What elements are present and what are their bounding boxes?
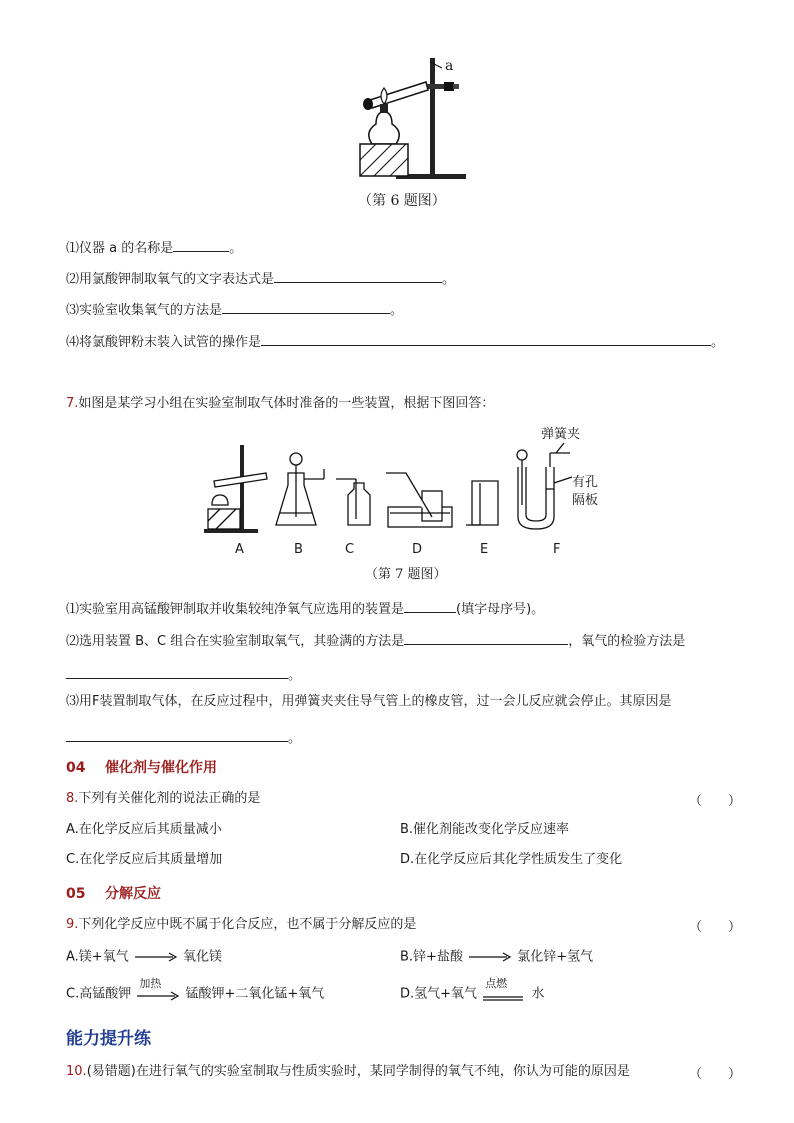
- q6-sub3: [66, 299, 403, 320]
- q9-option-b-reactants: B.锌+盐酸: [400, 949, 463, 965]
- q7-sub2-cont: [66, 664, 301, 685]
- fig7-label-plate-1: 有孔: [572, 475, 599, 490]
- section-05-heading: [66, 883, 161, 903]
- q9-option-a-products: 氧化镁: [182, 949, 222, 965]
- q9-option-b[interactable]: [400, 948, 593, 967]
- q9-option-a[interactable]: [66, 948, 222, 967]
- q8-stem-text: 下列有关催化剂的说法正确的是: [78, 791, 261, 806]
- q7-sub3-cont: [66, 727, 301, 748]
- q6-sub4-text: ⑷将氯酸钾粉末装入试管的操作是: [66, 335, 262, 350]
- q7-sub3: [66, 693, 671, 711]
- section-05-number: 05: [66, 886, 86, 902]
- q9-answer-bracket[interactable]: （ ）: [689, 920, 742, 935]
- q6-sub4-blank[interactable]: [261, 331, 711, 346]
- ability-heading: 能力提升练: [66, 1029, 151, 1049]
- q9-option-d-reactants: D.氢气+氧气: [400, 986, 478, 1002]
- fig7-caption: （第 7 题图）: [365, 567, 447, 582]
- q7-number: 7.: [66, 396, 79, 411]
- q6-sub2-end: 。: [442, 272, 456, 287]
- q8-stem: [66, 790, 260, 808]
- q6-sub2-blank[interactable]: [274, 268, 442, 283]
- q8-option-a[interactable]: A.在化学反应后其质量减小: [66, 822, 222, 837]
- q6-sub1-blank[interactable]: [173, 237, 229, 252]
- q7-sub1-blank[interactable]: [404, 598, 456, 613]
- q9-option-c-condition: 加热: [139, 977, 162, 990]
- q9-option-d-products: 水: [531, 986, 545, 1002]
- q6-sub1: [66, 237, 242, 258]
- q9-option-a-reactants: A.镁+氧气: [66, 949, 129, 965]
- q7-sub1-text: ⑴实验室用高锰酸钾制取并收集较纯净氧气应选用的装置是: [66, 602, 405, 617]
- q7-sub1: [66, 598, 544, 619]
- q6-sub2: [66, 268, 455, 289]
- q7-sub2-text: ⑵选用装置 B、C 组合在实验室制取氧气，其验满的方法是: [66, 634, 405, 649]
- q9-option-c-reactants: C.高锰酸钾: [66, 986, 132, 1002]
- q6-sub3-text: ⑶实验室收集氧气的方法是: [66, 303, 223, 318]
- q7-sub2-blank-1[interactable]: [404, 630, 568, 645]
- fig7-label-B: B: [294, 542, 303, 557]
- fig6-label-a: a: [445, 58, 454, 74]
- q6-sub2-text: ⑵用氯酸钾制取氧气的文字表达式是: [66, 272, 275, 287]
- q9-option-a-arrow: [133, 948, 179, 966]
- q8-option-c[interactable]: C.在化学反应后其质量增加: [66, 852, 223, 867]
- fig7-label-F: F: [553, 542, 561, 557]
- figure-6-apparatus: [352, 52, 472, 182]
- q9-stem-text: 下列化学反应中既不属于化合反应，也不属于分解反应的是: [78, 917, 417, 932]
- q10-answer-bracket[interactable]: （ ）: [689, 1067, 742, 1082]
- q7-sub2: [66, 630, 685, 651]
- fig7-label-A: A: [235, 542, 244, 557]
- q7-sub2-blank-2[interactable]: [66, 664, 288, 679]
- q9-option-b-products: 氯化锌+氢气: [517, 949, 594, 965]
- q6-sub4: [66, 331, 724, 352]
- q9-option-c[interactable]: [66, 977, 325, 1004]
- q6-sub1-text: ⑴仪器 a 的名称是: [66, 241, 174, 256]
- q8-answer-bracket[interactable]: （ ）: [689, 794, 742, 809]
- q7-sub3-text: ⑶用F装置制取气体，在反应过程中，用弹簧夹夹住导气管上的橡皮管，过一会儿反应就会停止。其原因是: [66, 694, 672, 709]
- q10-number: 10.: [66, 1064, 87, 1079]
- section-04-number: 04: [66, 760, 86, 776]
- fig6-caption: （第 6 题图）: [358, 193, 446, 209]
- fig7-label-D: D: [412, 542, 423, 557]
- fig7-label-plate-2: 隔板: [572, 493, 599, 508]
- section-04-heading: [66, 757, 217, 777]
- q7-sub3-blank[interactable]: [66, 727, 288, 742]
- q7-stem: [66, 395, 494, 413]
- fig7-label-C: C: [345, 542, 355, 557]
- q9-number: 9.: [66, 917, 79, 932]
- q7-sub2-end: 。: [288, 668, 302, 683]
- q6-sub1-end: 。: [229, 241, 243, 256]
- q8-option-b[interactable]: B.催化剂能改变化学反应速率: [400, 822, 570, 837]
- q9-stem: [66, 916, 416, 934]
- q9-option-d-arrow: [481, 977, 527, 1003]
- q6-sub3-blank[interactable]: [222, 299, 390, 314]
- q7-stem-text: 如图是某学习小组在实验室制取气体时准备的一些装置，根据下图回答：: [78, 396, 495, 411]
- q8-number: 8.: [66, 791, 79, 806]
- q6-sub3-end: 。: [390, 303, 404, 318]
- q7-sub1-end: (填字母序号)。: [456, 602, 545, 617]
- section-05-title: 分解反应: [104, 886, 161, 902]
- section-04-title: 催化剂与催化作用: [104, 760, 217, 776]
- q8-option-d[interactable]: D.在化学反应后其化学性质发生了变化: [400, 852, 623, 867]
- q9-option-b-arrow: [467, 948, 513, 966]
- fig7-label-E: E: [480, 542, 489, 557]
- q7-sub3-end: 。: [288, 731, 302, 746]
- q7-sub2-mid: ，氧气的检验方法是: [568, 634, 686, 649]
- q9-option-c-arrow: [135, 977, 181, 1003]
- q9-option-c-products: 锰酸钾+二氧化锰+氧气: [185, 986, 325, 1002]
- q6-sub4-end: 。: [711, 335, 725, 350]
- fig7-label-spring: 弹簧夹: [541, 427, 581, 442]
- q9-option-d[interactable]: [400, 977, 545, 1004]
- q9-option-d-condition: 点燃: [485, 977, 508, 990]
- q10-stem: [66, 1063, 630, 1081]
- q10-stem-text: (易错题)在进行氧气的实验室制取与性质实验时，某同学制得的氧气不纯，你认为可能的原因是: [86, 1064, 630, 1079]
